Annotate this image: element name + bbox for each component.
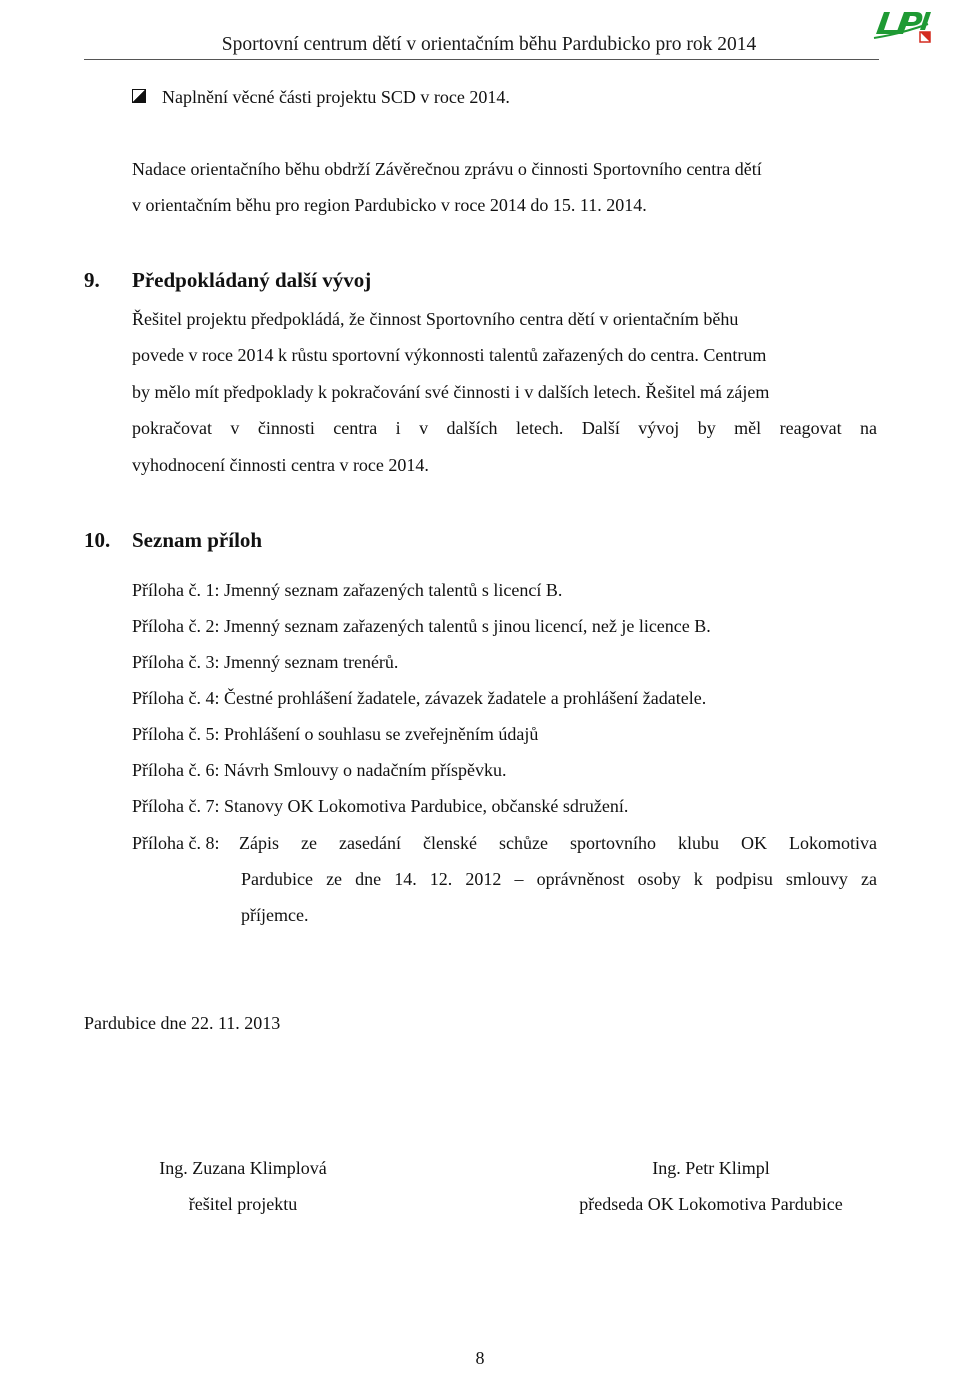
signature-right-role: předseda OK Lokomotiva Pardubice [579, 1194, 843, 1214]
attachment-7: Příloha č. 7: Stanovy OK Lokomotiva Pardubice, občanské sdružení. [132, 796, 629, 816]
header-divider [84, 59, 879, 60]
section-9-line-4: pokračovat v činnosti centra i v dalších letech. Další vývoj by měl reagovat na [132, 418, 877, 438]
attachment-4: Příloha č. 4: Čestné prohlášení žadatele, závazek žadatele a prohlášení žadatele. [132, 688, 707, 708]
attachment-1: Příloha č. 1: Jmenný seznam zařazených talentů s licencí B. [132, 580, 563, 600]
place-date: Pardubice dne 22. 11. 2013 [84, 1013, 281, 1033]
section-9-line-2: povede v roce 2014 k růstu sportovní výkonnosti talentů zařazených do centra. Centrum [132, 345, 767, 365]
section-9-line-1: Řešitel projektu předpokládá, že činnost Sportovního centra dětí v orientačním běhu [132, 309, 739, 329]
intro-line-2: v orientačním běhu pro region Pardubicko v roce 2014 do 15. 11. 2014. [132, 195, 647, 215]
signature-left-name: Ing. Zuzana Klimplová [159, 1158, 327, 1178]
attachment-8-line-3: příjemce. [241, 905, 309, 925]
section-10-number: 10. [84, 528, 111, 552]
attachment-8-line-1: Zápis ze zasedání členské schůze sportovního klubu OK Lokomotiva [239, 833, 877, 853]
attachment-5: Příloha č. 5: Prohlášení o souhlasu se zveřejněním údajů [132, 724, 539, 744]
attachment-3: Příloha č. 3: Jmenný seznam trenérů. [132, 652, 399, 672]
section-9-line-3: by mělo mít předpoklady k pokračování své činnosti i v dalších letech. Řešitel má zájem [132, 382, 770, 402]
checkbox-bullet-icon [132, 89, 146, 103]
attachment-6: Příloha č. 6: Návrh Smlouvy o nadačním příspěvku. [132, 760, 507, 780]
section-10-title: Seznam příloh [132, 528, 263, 552]
signature-left-role: řešitel projektu [188, 1194, 298, 1214]
lpu-logo [870, 4, 932, 44]
page-header-title: Sportovní centrum dětí v orientačním běhu Pardubicko pro rok 2014 [221, 34, 757, 55]
attachment-8-line-2: Pardubice ze dne 14. 12. 2012 – oprávněnost osoby k podpisu smlouvy za [241, 869, 877, 889]
section-9-number: 9. [84, 268, 100, 292]
signature-right-name: Ing. Petr Klimpl [652, 1158, 770, 1178]
bullet-text: Naplnění věcné části projektu SCD v roce 2014. [162, 87, 510, 107]
section-9-line-5: vyhodnocení činnosti centra v roce 2014. [132, 455, 429, 475]
section-9-title: Předpokládaný další vývoj [132, 268, 372, 292]
page-number: 8 [475, 1348, 485, 1368]
attachment-2: Příloha č. 2: Jmenný seznam zařazených talentů s jinou licencí, než je licence B. [132, 616, 711, 636]
intro-line-1: Nadace orientačního běhu obdrží Závěrečnou zprávu o činnosti Sportovního centra dětí [132, 159, 762, 179]
attachment-8-label: Příloha č. 8: [132, 833, 220, 853]
